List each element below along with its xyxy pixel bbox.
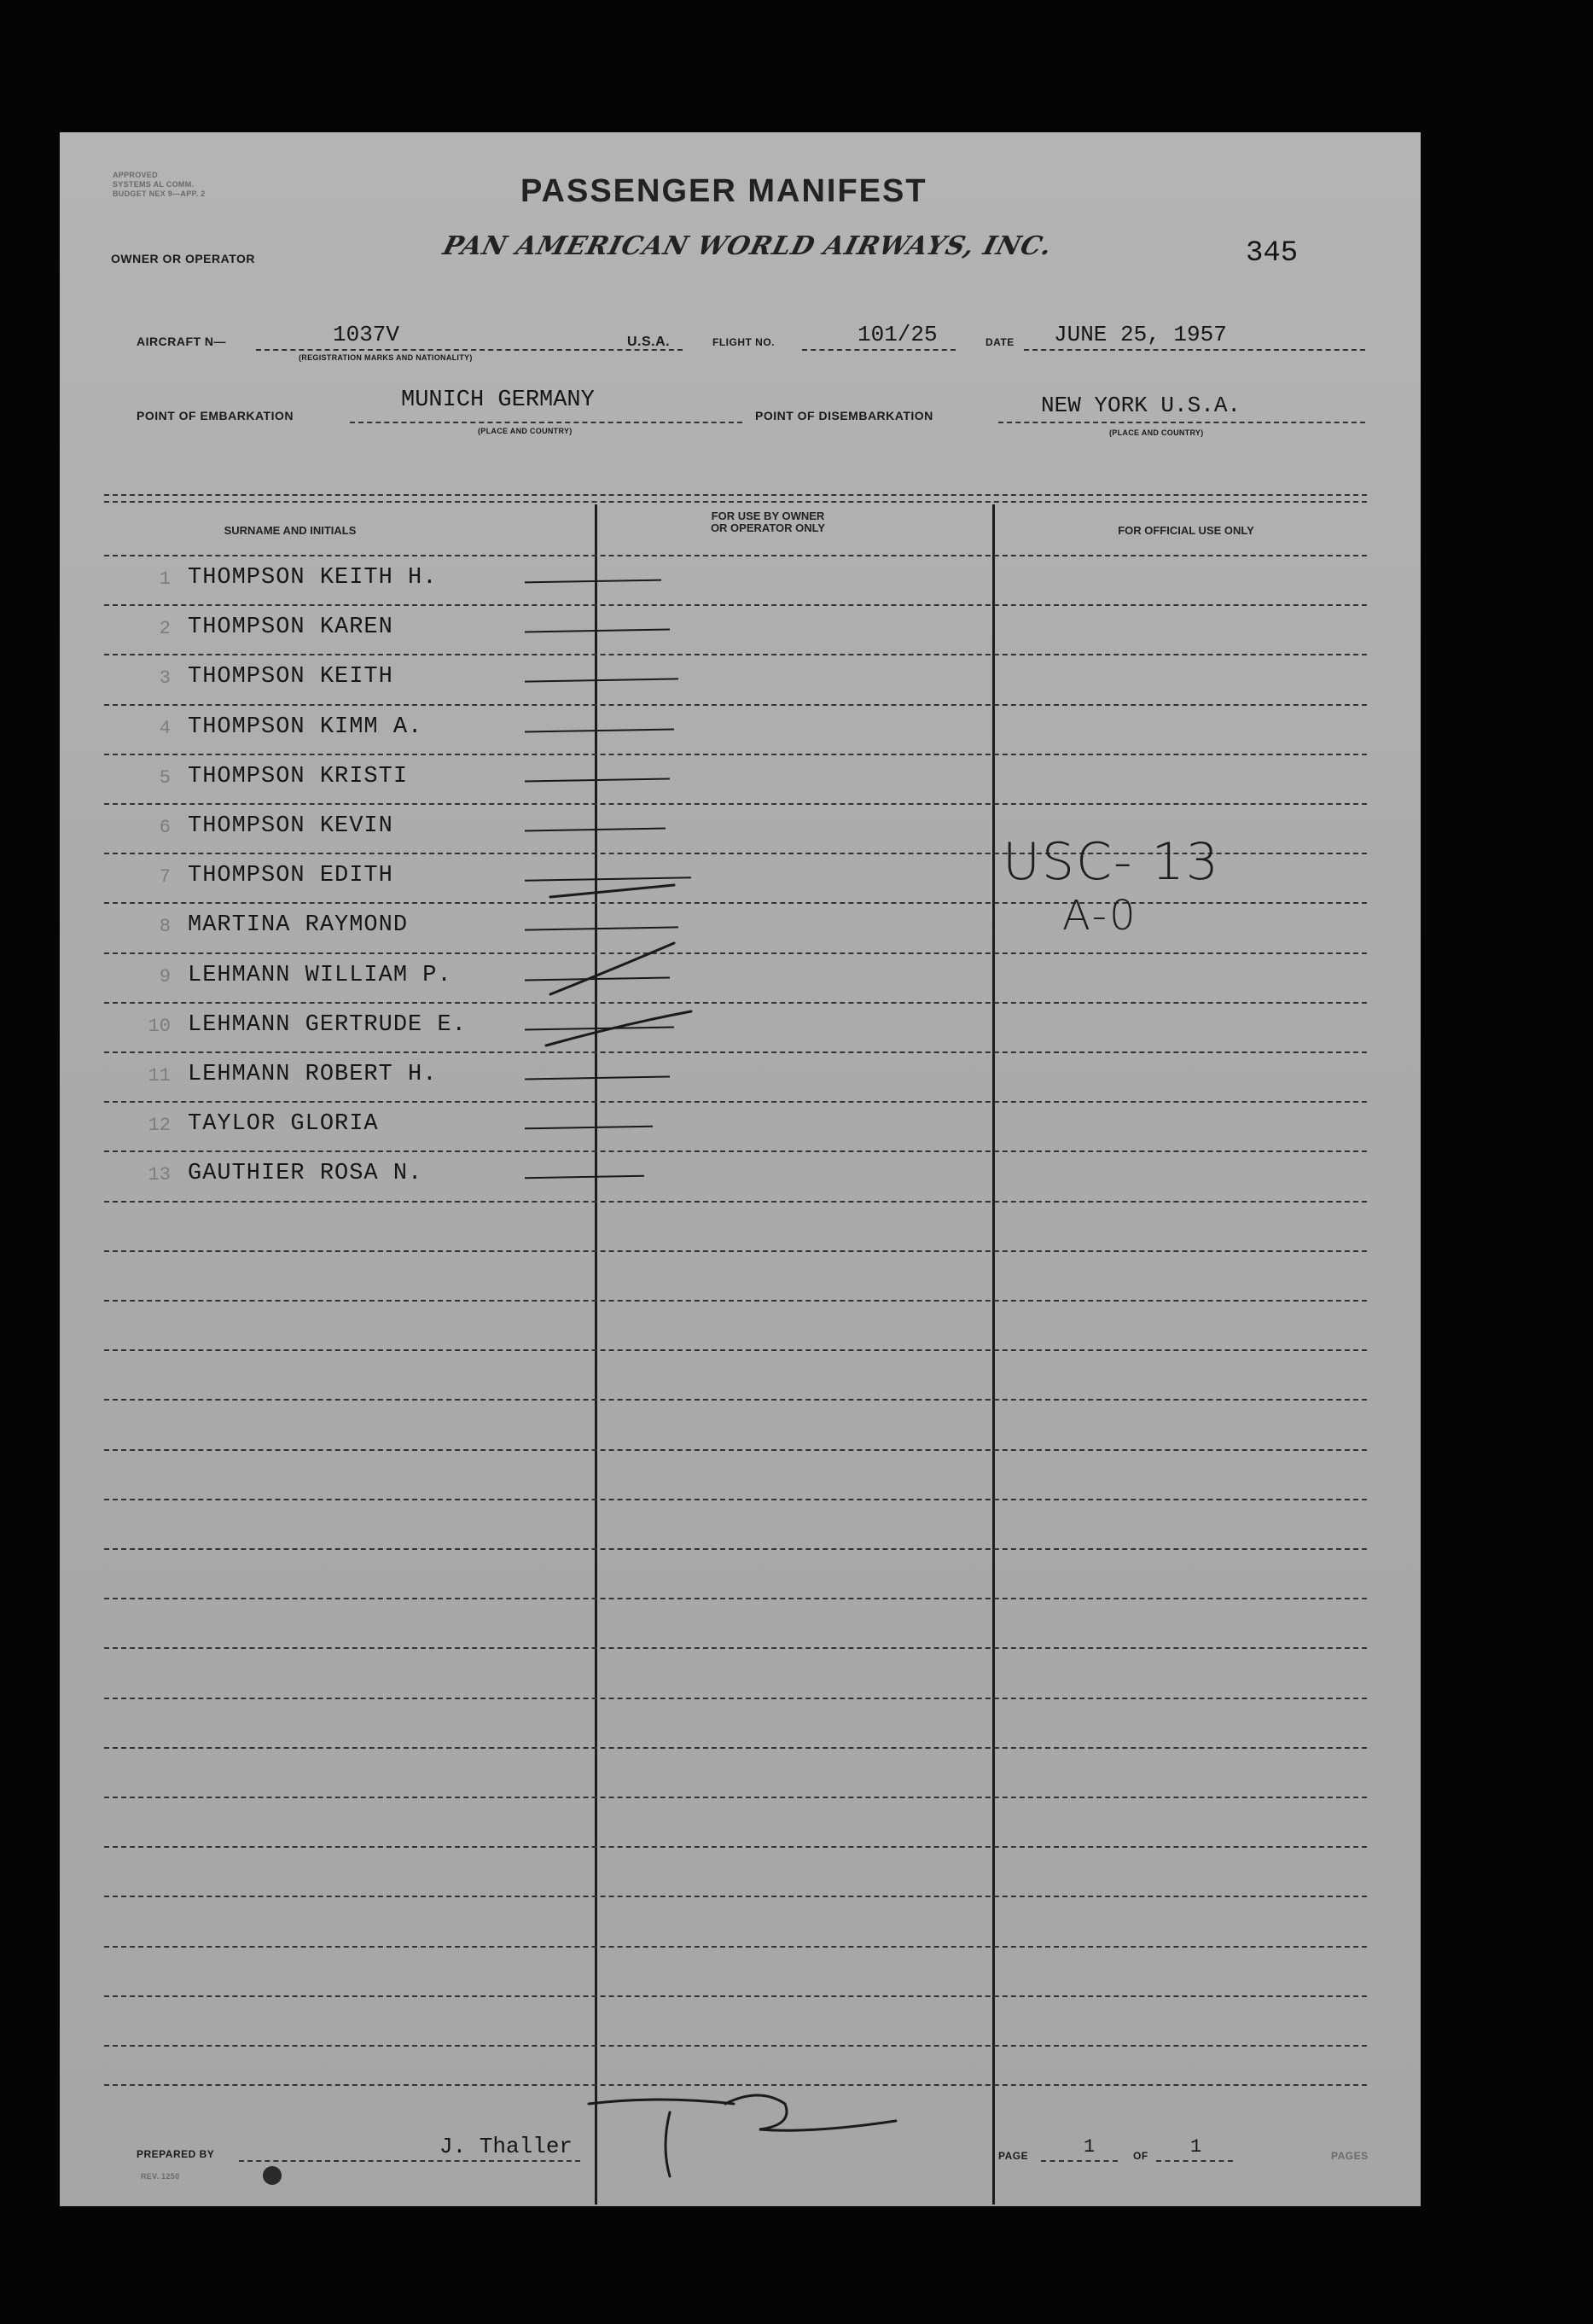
mark-stroke-13 [546,1011,691,1046]
row-number: 10 [148,1015,171,1037]
prepared-line [239,2160,580,2162]
passenger-name: THOMPSON KIMM A. [188,714,423,740]
registration-note: (REGISTRATION MARKS AND NATIONALITY) [299,353,473,362]
of-line [1156,2160,1233,2162]
passenger-name: LEHMANN GERTRUDE E. [188,1011,467,1038]
signature-stroke-1 [589,2100,734,2104]
of-value: 1 [1190,2136,1202,2158]
row-number: 5 [159,766,171,789]
col-owner-header-line-1: FOR USE BY OWNER [711,510,825,522]
manifest-sheet [60,132,1421,2206]
passenger-name: LEHMANN ROBERT H. [188,1062,438,1087]
passenger-name: THOMPSON KRISTI [188,763,409,789]
approval-line-2: SYSTEMS AL COMM. [113,180,195,189]
passenger-name: TAYLOR GLORIA [188,1111,379,1138]
row-number: 4 [159,717,171,739]
row-number: 9 [159,965,171,987]
prepared-value: J. Thaller [439,2134,573,2159]
usa-label: U.S.A. [627,335,671,349]
col-official-header: FOR OFFICIAL USE ONLY [1118,524,1254,537]
page-title: PASSENGER MANIFEST [520,173,927,209]
row-number: 2 [159,618,171,640]
pages-label: PAGES [1331,2150,1369,2162]
row-number: 11 [148,1065,171,1086]
passenger-name: THOMPSON KEITH [188,664,393,690]
row-number: 3 [159,667,171,690]
footer-rule [104,2084,1367,2086]
col-owner-header-line-2: OR OPERATOR ONLY [710,521,826,534]
handwriting-layer [60,132,1421,2206]
page-line [1041,2160,1118,2162]
disembark-value: NEW YORK U.S.A. [1041,393,1241,418]
prepared-label: PREPARED BY [137,2148,215,2160]
date-value: JUNE 25, 1957 [1054,322,1227,347]
embark-label: POINT OF EMBARKATION [137,409,294,422]
mark-stroke-12 [550,943,674,994]
seal-dot-icon [263,2166,282,2185]
row-number: 12 [148,1115,171,1137]
owner-label: OWNER OR OPERATOR [111,252,255,265]
approval-line-1: APPROVED [113,171,158,179]
col-surname-header: SURNAME AND INITIALS [224,524,357,537]
signature-stroke-3 [725,2095,896,2130]
handwritten-strokes [546,885,896,2176]
row-number: 6 [159,817,171,838]
mark-stroke-8 [550,885,674,897]
passenger-name: THOMPSON KAREN [188,614,393,641]
flight-label: FLIGHT NO. [712,336,775,348]
handwritten-note-line-2: A-0 [1062,892,1138,940]
passenger-name: THOMPSON EDITH [188,863,393,889]
aircraft-label: AIRCRAFT N— [137,335,227,348]
passenger-name: GAUTHIER ROSA N. [188,1161,423,1187]
embark-value: MUNICH GERMANY [401,387,595,413]
row-number: 8 [159,916,171,938]
aircraft-value: 1037V [333,322,400,347]
disembark-label: POINT OF DISEMBARKATION [755,409,933,422]
passenger-name: THOMPSON KEVIN [188,813,393,839]
page-number: 345 [1246,237,1299,270]
page-label: PAGE [998,2150,1029,2162]
signature-stroke-2 [666,2112,670,2176]
owner-value: PAN AMERICAN WORLD AIRWAYS, INC. [439,231,1055,261]
form-code: REV. 1250 [141,2172,180,2181]
flight-value: 101/25 [858,322,938,347]
row-number: 13 [148,1164,171,1186]
page-value: 1 [1084,2136,1096,2158]
passenger-name: LEHMANN WILLIAM P. [188,962,452,988]
handwritten-note-line-1: USC- 13 [1003,832,1220,892]
passenger-name: THOMPSON KEITH H. [188,565,438,591]
row-number: 7 [159,866,171,888]
of-label: OF [1133,2150,1148,2162]
passenger-name: MARTINA RAYMOND [188,912,409,939]
date-label: DATE [985,336,1015,348]
embark-note: (PLACE AND COUNTRY) [478,427,573,435]
row-number: 1 [159,568,171,590]
approval-line-3: BUDGET NEX 9—APP. 2 [113,189,206,198]
disembark-note: (PLACE AND COUNTRY) [1109,428,1204,437]
